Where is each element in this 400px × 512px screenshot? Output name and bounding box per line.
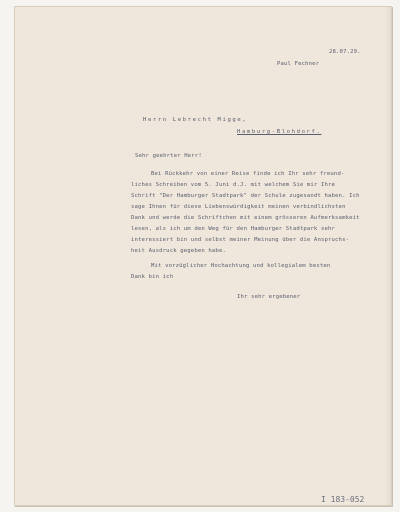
body-line-5: Dank und werde die Schriftchen mit einem grösseren Aufmerksamkeit: [131, 215, 360, 221]
recipient-place: Hamburg-Blohdorf.: [237, 129, 322, 135]
body-line-2: liches Schreiben vom 5. Juni d.J. mit welchem Sie mir Ihre: [131, 182, 336, 188]
letter-sender: Paul Fechner: [277, 61, 320, 67]
salutation: Sehr geehrter Herr!: [135, 153, 202, 159]
body-line-1: Bei Rückkehr von einer Reise finde ich Ihr sehr freund-: [151, 171, 345, 177]
body-line-6: lesen, als ich um den Weg für den Hamburger Stadtpark sehr: [131, 226, 336, 232]
recipient-name: Herrn Lebrecht Migge,: [143, 117, 248, 123]
sheet-edge-shadow: [385, 7, 391, 505]
archive-number: I 183-052: [321, 495, 365, 504]
body-line-8: heit Ausdruck gegeben habe.: [131, 248, 226, 254]
body-line-4: sage Ihnen für diese Liebenswürdigkeit meinen verbindlichsten: [131, 204, 346, 210]
letter-date: 28.07.29.: [329, 49, 361, 55]
signature-line: Ihr sehr ergebener: [237, 294, 301, 300]
closing-line-1: Mit vorzüglicher Hochachtung und kollegialem besten: [151, 263, 331, 269]
letter-sheet: [14, 6, 392, 506]
body-line-7: interessiert bin und selbst meiner Meinung über die Anspruchs-: [131, 237, 350, 243]
body-line-3: Schrift "Der Hamburger Stadtpark" der Schule zugesandt haben. Ich: [131, 193, 360, 199]
closing-line-2: Dank bin ich: [131, 274, 174, 280]
